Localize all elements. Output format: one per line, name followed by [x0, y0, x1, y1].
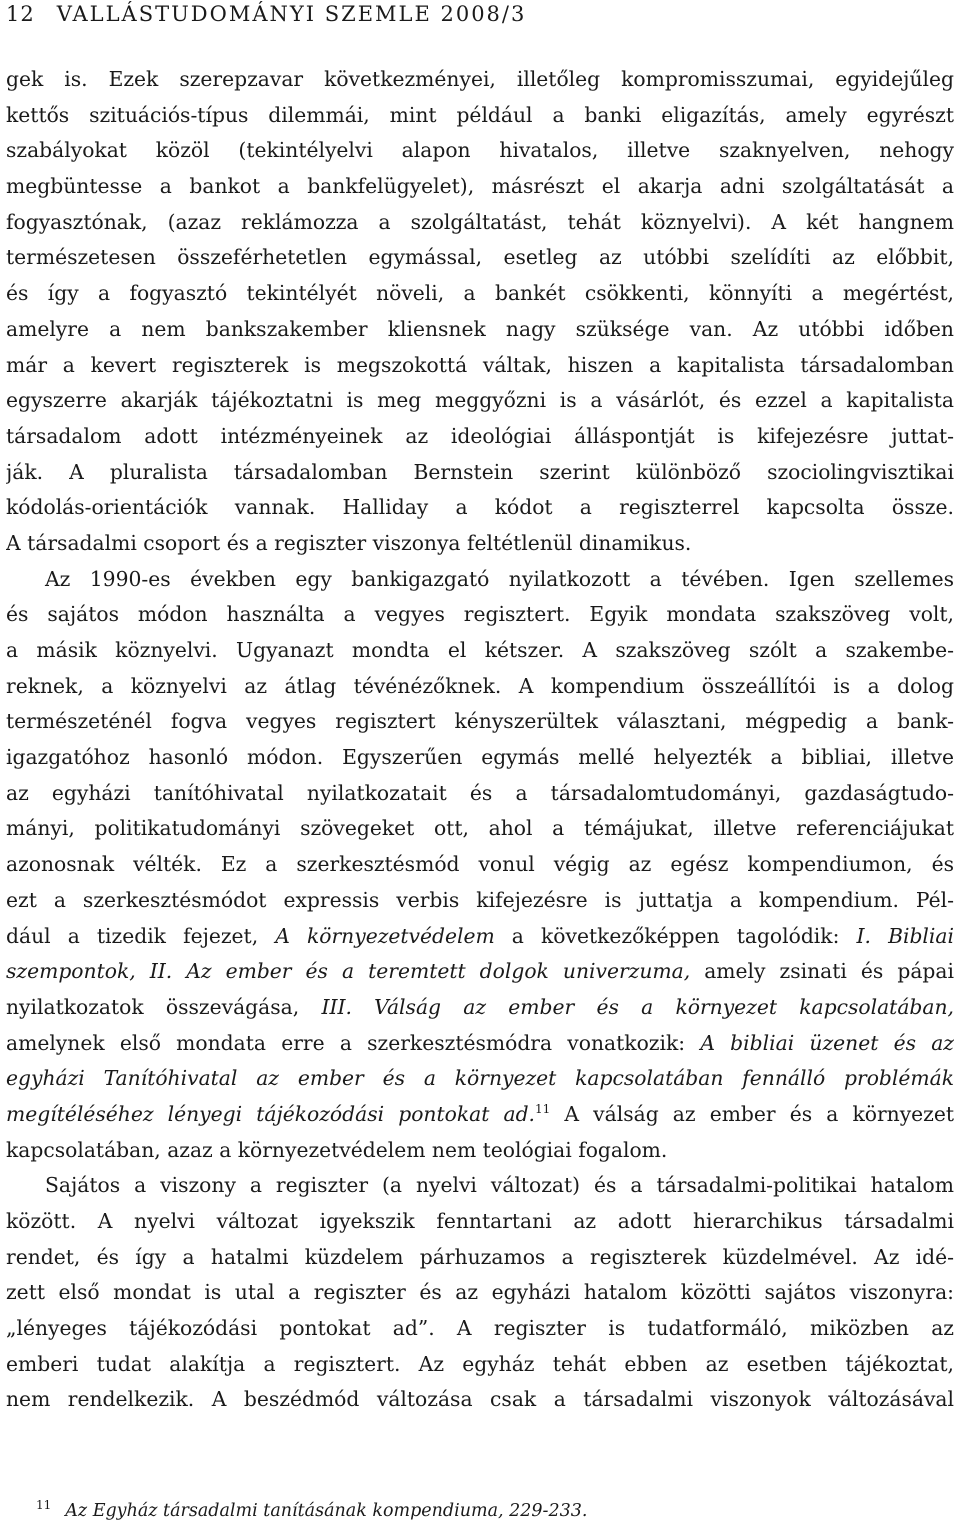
text-line — [6, 1382, 954, 1418]
body-text — [6, 62, 954, 1418]
text-line — [6, 704, 954, 740]
line-text: A válság az ember és a környezet — [550, 1101, 954, 1126]
italic-text: egyházi Tanítóhivatal az ember és a környezet kapcsolatában fennálló problémák — [6, 1066, 954, 1091]
line-text: és sajátos módon használta a vegyes regisztert. Egyik mondata szakszöveg volt, — [6, 602, 954, 627]
text-line — [6, 990, 954, 1026]
line-text: természetesen összeférhetetlen egymással, esetleg az utóbbi szelídíti az előbbit, — [6, 245, 954, 270]
text-line — [6, 98, 954, 134]
line-text: az egyházi tanítóhivatal nyilatkozatait és a társadalomtudományi, gazdaságtudo- — [6, 780, 954, 805]
line-text: zett első mondat is utal a regiszter és az egyházi hatalom közötti sajátos viszonyra: — [6, 1280, 954, 1305]
italic-text: A bibliai üzenet és az — [700, 1030, 954, 1055]
line-text: természeténél fogva vegyes regisztert kényszerültek választani, mégpedig a bank- — [6, 709, 954, 734]
text-line — [6, 776, 954, 812]
line-text: amely zsinati és pápai — [690, 959, 954, 984]
italic-text: szempontok, II. Az ember és a teremtett dolgok univerzuma, — [6, 959, 691, 984]
journal-title: VALLÁSTUDOMÁNYI SZEMLE 2008/3 — [56, 2, 527, 26]
line-text: már a kevert regiszterek is megszokottá váltak, hiszen a kapitalista társadalomban — [6, 352, 954, 377]
text-line — [6, 383, 954, 419]
line-text: szabályokat közöl (tekintélyelvi alapon hivatalos, illetve szaknyelven, nehogy — [6, 138, 954, 163]
line-text: azonosnak vélték. Ez a szerkesztésmód vonul végig az egész kompendiumon, és — [6, 852, 954, 877]
line-text: nem rendelkezik. A beszédmód változása csak a társadalmi viszonyok változásával — [6, 1387, 954, 1412]
line-text: igazgatóhoz hasonló módon. Egyszerűen egymás mellé helyezték a bibliai, illetve — [6, 745, 954, 770]
footnote-text: Az Egyház társadalmi tanításának kompendiuma, 229-233. — [65, 1501, 588, 1521]
line-text: fogyasztónak, (azaz reklámozza a szolgáltatást, tehát köznyelvi). A két hangnem — [6, 209, 954, 234]
line-text: gek is. Ezek szerepzavar következményei, illetőleg kompromisszumai, egyidejűleg — [6, 67, 954, 91]
text-line — [6, 1204, 954, 1240]
line-text: emberi tudat alakítja a regisztert. Az egyház tehát ebben az esetben tájékoztat, — [6, 1351, 954, 1376]
italic-text: A környezetvédelem — [275, 923, 495, 948]
text-line — [6, 1168, 954, 1204]
line-text: és így a fogyasztó tekintélyét növeli, a bankét csökkenti, könnyíti a megértést, — [6, 281, 954, 306]
line-text: megbüntesse a bankot a bankfelügyelet), másrészt el akarja adni szolgáltatását a — [6, 174, 954, 199]
line-text: nyilatkozatok összevágása, — [6, 994, 322, 1019]
line-text: A társadalmi csoport és a regiszter viszonya feltétlenül dinamikus. — [6, 530, 692, 555]
italic-text: megítéléséhez lényegi tájékozódási pontokat ad. — [6, 1101, 536, 1126]
text-line — [6, 633, 954, 669]
line-text: ezt a szerkesztésmódot expressis verbis kifejezésre is juttatja a kompendium. Pél- — [6, 887, 954, 912]
line-text: a következőképpen tagolódik: — [494, 923, 857, 948]
line-text: egyszerre akarják tájékoztatni is meg meggyőzni is a vásárlót, és ezzel a kapitalista — [6, 388, 954, 413]
line-text: „lényeges tájékozódási pontokat ad”. A regiszter is tudatformáló, miközben az — [6, 1316, 954, 1341]
footnote — [36, 1498, 588, 1521]
text-line — [6, 133, 954, 169]
line-text: Sajátos a viszony a regiszter (a nyelvi változat) és a társadalmi-politikai hatalom — [45, 1173, 954, 1198]
text-line — [6, 312, 954, 348]
text-line — [6, 419, 954, 455]
italic-text: I. Bibliai — [856, 923, 954, 948]
text-line — [6, 597, 954, 633]
line-text: dául a tizedik fejezet, — [6, 923, 276, 948]
text-line — [6, 348, 954, 384]
text-line — [6, 562, 954, 598]
line-text: kódolás-orientációk vannak. Halliday a kódot a regiszterrel kapcsolta össze. — [6, 495, 954, 520]
text-line — [6, 455, 954, 491]
text-line — [6, 1347, 954, 1383]
text-line — [6, 1026, 954, 1062]
line-text: ják. A pluralista társadalomban Bernstein szerint különböző szociolingvisztikai — [6, 459, 954, 484]
line-text: reknek, a köznyelvi az átlag tévénézőknek. A kompendium összeállítói is a dolog — [6, 673, 954, 698]
text-line — [6, 169, 954, 205]
text-line — [6, 62, 954, 98]
line-text: Az 1990-es években egy bankigazgató nyilatkozott a tévében. Igen szellemes — [45, 566, 954, 591]
text-line — [6, 883, 954, 919]
text-line — [6, 276, 954, 312]
text-line — [6, 669, 954, 705]
footnote-number: 11 — [36, 1498, 52, 1513]
running-header — [6, 2, 526, 26]
text-line — [6, 811, 954, 847]
text-line — [6, 1097, 954, 1133]
text-line — [6, 954, 954, 990]
line-text: mányi, politikatudományi szövegeket ott, ahol a témájukat, illetve referenciájukat — [6, 816, 954, 841]
text-line — [6, 1240, 954, 1276]
page-number: 12 — [6, 2, 35, 26]
text-line — [6, 490, 954, 526]
line-text: amelynek első mondata erre a szerkesztésmódra vonatkozik: — [6, 1030, 701, 1055]
text-line — [6, 526, 954, 562]
line-text: a másik köznyelvi. Ugyanazt mondta el kétszer. A szakszöveg szólt a szakembe- — [6, 638, 954, 662]
text-line — [6, 1133, 954, 1169]
text-line — [6, 1311, 954, 1347]
line-text: kettős szituációs-típus dilemmái, mint például a banki eligazítás, amely egyrészt — [6, 102, 954, 127]
text-line — [6, 740, 954, 776]
line-text: társadalom adott intézményeinek az ideológiai álláspontját is kifejezésre juttat- — [6, 423, 954, 448]
line-text: kapcsolatában, azaz a környezetvédelem nem teológiai fogalom. — [6, 1137, 668, 1162]
text-line — [6, 205, 954, 241]
italic-text: III. Válság az ember és a környezet kapcsolatában, — [321, 994, 954, 1019]
text-line — [6, 1061, 954, 1097]
text-line — [6, 919, 954, 955]
footnote-reference: 11 — [535, 1102, 551, 1117]
text-line — [6, 847, 954, 883]
line-text: amelyre a nem bankszakember kliensnek nagy szüksége van. Az utóbbi időben — [6, 316, 954, 341]
text-line — [6, 240, 954, 276]
text-line — [6, 1275, 954, 1311]
line-text: rendet, és így a hatalmi küzdelem párhuzamos a regiszterek küzdelmével. Az idé- — [6, 1244, 954, 1269]
line-text: között. A nyelvi változat igyekszik fenntartani az adott hierarchikus társadalmi — [6, 1209, 954, 1233]
